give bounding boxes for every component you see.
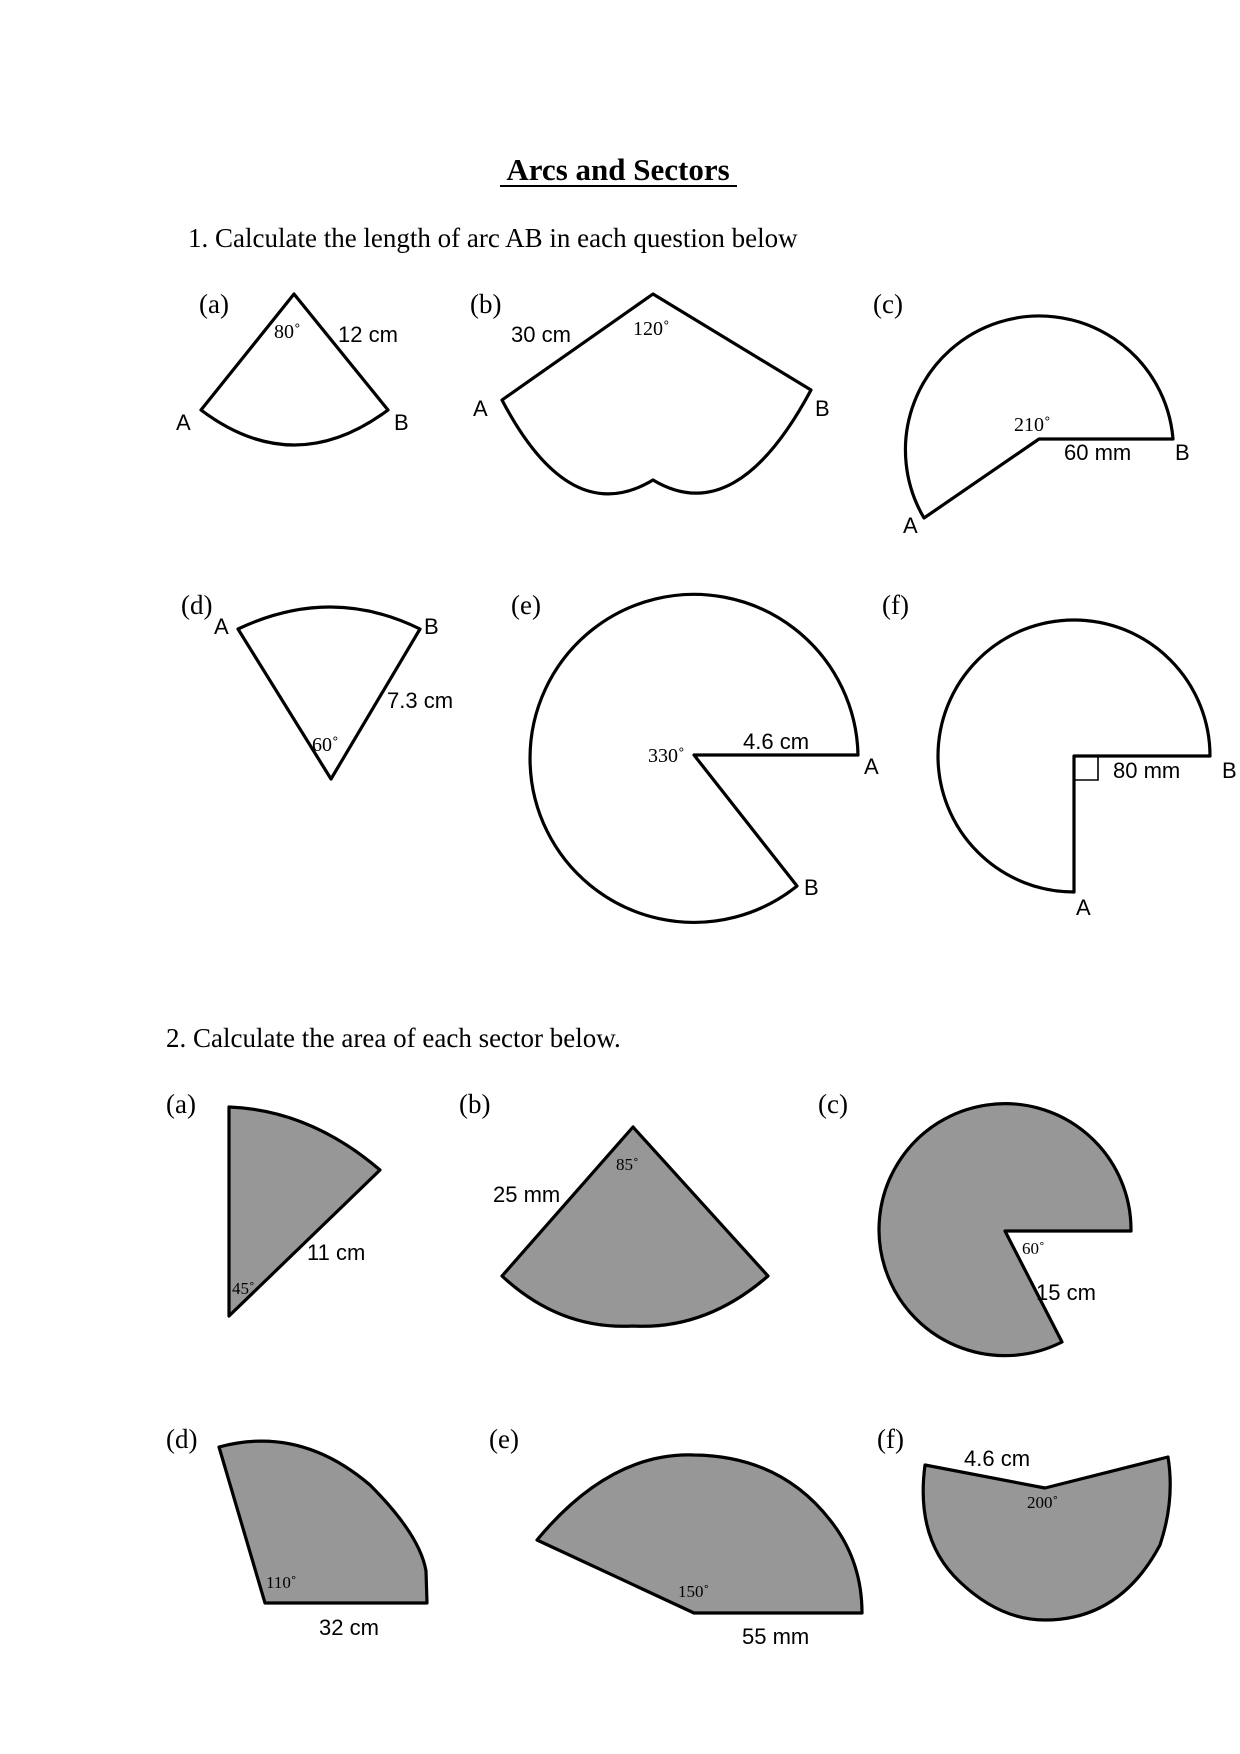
q2-part-b bbox=[459, 1089, 768, 1326]
point-b-label: B bbox=[394, 410, 409, 435]
point-a-label: A bbox=[864, 754, 879, 779]
point-b-label: B bbox=[1222, 758, 1237, 783]
sector-angle: 60˚ bbox=[312, 734, 339, 756]
q1-part-e bbox=[511, 590, 879, 922]
question-1-prompt: 1. Calculate the length of arc AB in each question below bbox=[188, 223, 798, 253]
sector-angle: 330˚ bbox=[648, 745, 685, 767]
radius-label: 12 cm bbox=[338, 322, 398, 347]
sector-angle: 120˚ bbox=[633, 318, 670, 340]
part-label: (d) bbox=[166, 1424, 198, 1454]
sector-angle: 45˚ bbox=[232, 1279, 255, 1298]
part-label: (b) bbox=[470, 289, 502, 319]
radius-label: 4.6 cm bbox=[964, 1446, 1031, 1471]
q1-part-b bbox=[470, 289, 830, 494]
point-a-label: A bbox=[473, 396, 488, 421]
point-b-label: B bbox=[1175, 440, 1190, 465]
q2-part-d bbox=[166, 1424, 427, 1640]
point-b-label: B bbox=[424, 614, 439, 639]
radius-label: 32 cm bbox=[319, 1615, 379, 1640]
radius-label: 15 cm bbox=[1036, 1280, 1096, 1305]
part-label: (e) bbox=[511, 590, 541, 620]
radius-label: 7.3 cm bbox=[387, 688, 454, 713]
radius-label: 25 mm bbox=[493, 1182, 561, 1207]
part-label: (c) bbox=[818, 1089, 848, 1119]
part-label: (e) bbox=[489, 1424, 519, 1454]
sector-angle: 150˚ bbox=[678, 1582, 710, 1601]
q2-part-a bbox=[166, 1089, 380, 1316]
sector-outline bbox=[938, 620, 1210, 892]
radius-label: 60 mm bbox=[1064, 440, 1132, 465]
point-b-label: B bbox=[815, 396, 830, 421]
radius-label: 55 mm bbox=[742, 1624, 810, 1649]
sector-angle: 60˚ bbox=[1022, 1239, 1045, 1258]
point-a-label: A bbox=[214, 614, 229, 639]
sector-angle: 110˚ bbox=[266, 1573, 297, 1592]
sector-shape bbox=[879, 1104, 1131, 1356]
sector-shape bbox=[923, 1457, 1170, 1620]
radius-label: 11 cm bbox=[307, 1240, 366, 1265]
q1-part-d bbox=[181, 590, 453, 779]
question-2-prompt: 2. Calculate the area of each sector below. bbox=[166, 1023, 621, 1053]
q2-part-f bbox=[877, 1424, 1170, 1620]
sector-angle: 80˚ bbox=[274, 321, 301, 343]
part-label: (f) bbox=[882, 590, 909, 620]
sector-outline bbox=[201, 294, 388, 445]
q2-part-c bbox=[818, 1089, 1131, 1356]
part-label: (f) bbox=[877, 1424, 904, 1454]
sector-shape bbox=[219, 1441, 427, 1603]
worksheet-title: Arcs and Sectors bbox=[506, 152, 730, 187]
part-label: (c) bbox=[873, 289, 903, 319]
sector-angle: 85˚ bbox=[616, 1155, 639, 1174]
sector-outline bbox=[530, 594, 858, 922]
point-b-label: B bbox=[804, 875, 819, 900]
sector-angle: 200˚ bbox=[1027, 1493, 1059, 1512]
part-label: (a) bbox=[166, 1089, 196, 1119]
radius-label: 4.6 cm bbox=[743, 729, 810, 754]
point-a-label: A bbox=[176, 410, 191, 435]
radius-label: 80 mm bbox=[1113, 758, 1181, 783]
q2-part-e bbox=[489, 1424, 862, 1649]
point-a-label: A bbox=[1076, 895, 1091, 920]
part-label: (d) bbox=[181, 590, 213, 620]
q1-part-c bbox=[873, 289, 1190, 538]
right-angle-marker bbox=[1074, 756, 1098, 780]
part-label: (a) bbox=[199, 289, 229, 319]
sector-angle: 210˚ bbox=[1014, 414, 1051, 436]
q1-part-a bbox=[176, 289, 409, 445]
radius-label: 30 cm bbox=[511, 322, 571, 347]
q1-part-f bbox=[882, 590, 1237, 920]
point-a-label: A bbox=[903, 513, 918, 538]
part-label: (b) bbox=[459, 1089, 491, 1119]
